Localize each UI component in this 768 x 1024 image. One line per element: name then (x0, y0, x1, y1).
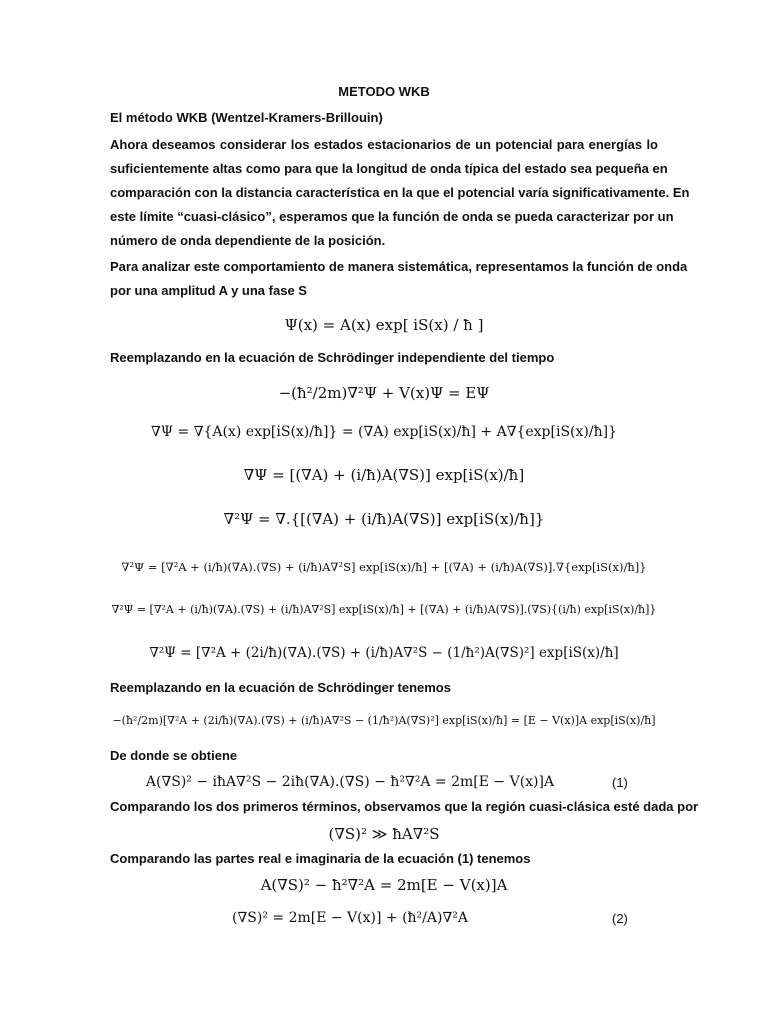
equation-gradient-1: ∇Ψ = ∇{A(x) exp[iS(x)/ħ]} = (∇A) exp[iS(x)/ħ] + A∇{exp[iS(x)/ħ]} (151, 424, 617, 440)
equation-final: (∇S)² = 2m[E − V(x)] + (ħ²/A)∇²A (232, 910, 468, 926)
equation-laplacian-3: ∇²Ψ = [∇²A + (i/ħ)(∇A).(∇S) + (i/ħ)A∇²S] exp[iS(x)/ħ] + [(∇A) + (i/ħ)A(∇S)].(∇S){(i/ħ) exp[iS(x)/ħ]} (111, 603, 657, 616)
equation-gradient-2: ∇Ψ = [(∇A) + (i/ħ)A(∇S)] exp[iS(x)/ħ] (243, 466, 525, 484)
text-replace-1: Reemplazando en la ecuación de Schrödinger independiente del tiempo (110, 350, 555, 365)
equation-result: A(∇S)² − iħA∇²S − 2iħ(∇A).(∇S) − ħ²∇²A = 2m[E − V(x)]A (145, 774, 555, 790)
paragraph-line: número de onda dependiente de la posición. (110, 233, 386, 248)
text-replace-2: Reemplazando en la ecuación de Schrödinger tenemos (110, 680, 451, 695)
document-title: METODO WKB (338, 84, 430, 99)
equation-condition: (∇S)² ≫ ħA∇²S (328, 825, 440, 843)
equation-laplacian-4: ∇²Ψ = [∇²A + (2i/ħ)(∇A).(∇S) + (i/ħ)A∇²S − (1/ħ²)A(∇S)²] exp[iS(x)/ħ] (149, 645, 619, 661)
equation-laplacian-2: ∇²Ψ = [∇²A + (i/ħ)(∇A).(∇S) + (i/ħ)A∇²S] exp[iS(x)/ħ] + [(∇A) + (i/ħ)A(∇S)].∇{exp[iS(x)/ħ]} (121, 560, 647, 574)
paragraph-line: Para analizar este comportamiento de manera sistemática, representamos la función de onda (110, 259, 688, 274)
paragraph-line: comparación con la distancia característica en la que el potencial varía significativamente. En (110, 185, 690, 200)
paragraph-line: Ahora deseamos considerar los estados estacionarios de un potencial para energías lo (110, 137, 658, 152)
paragraph-line: este límite “cuasi-clásico”, esperamos que la función de onda se pueda caracterizar por un (110, 209, 674, 224)
equation-psi: Ψ(x) = A(x) exp[ iS(x) / ħ ] (284, 316, 484, 334)
text-compare-1: Comparando los dos primeros términos, observamos que la región cuasi-clásica esté dada por (110, 799, 699, 814)
equation-real: A(∇S)² − ħ²∇²A = 2m[E − V(x)]A (260, 876, 508, 894)
equation-number-1: (1) (612, 775, 628, 790)
section-heading: El método WKB (Wentzel-Kramers-Brillouin) (110, 110, 383, 125)
text-compare-2: Comparando las partes real e imaginaria de la ecuación (1) tenemos (110, 851, 531, 866)
paragraph-line: por una amplitud A y una fase S (110, 283, 307, 298)
paragraph-line: suficientemente altas como para que la longitud de onda típica del estado sea pequeña en (110, 161, 668, 176)
equation-schrodinger: −(ħ²/2m)∇²Ψ + V(x)Ψ = EΨ (278, 384, 490, 402)
equation-laplacian-1: ∇²Ψ = ∇.{[(∇A) + (i/ħ)A(∇S)] exp[iS(x)/ħ]} (223, 510, 545, 528)
equation-full: −(ħ²/2m)[∇²A + (2i/ħ)(∇A).(∇S) + (i/ħ)A∇²S − (1/ħ²)A(∇S)²] exp[iS(x)/ħ] = [E − V(x)]A exp[iS(x)/ħ] (112, 714, 656, 727)
text-obtain: De donde se obtiene (110, 748, 238, 763)
equation-number-2: (2) (612, 911, 628, 926)
